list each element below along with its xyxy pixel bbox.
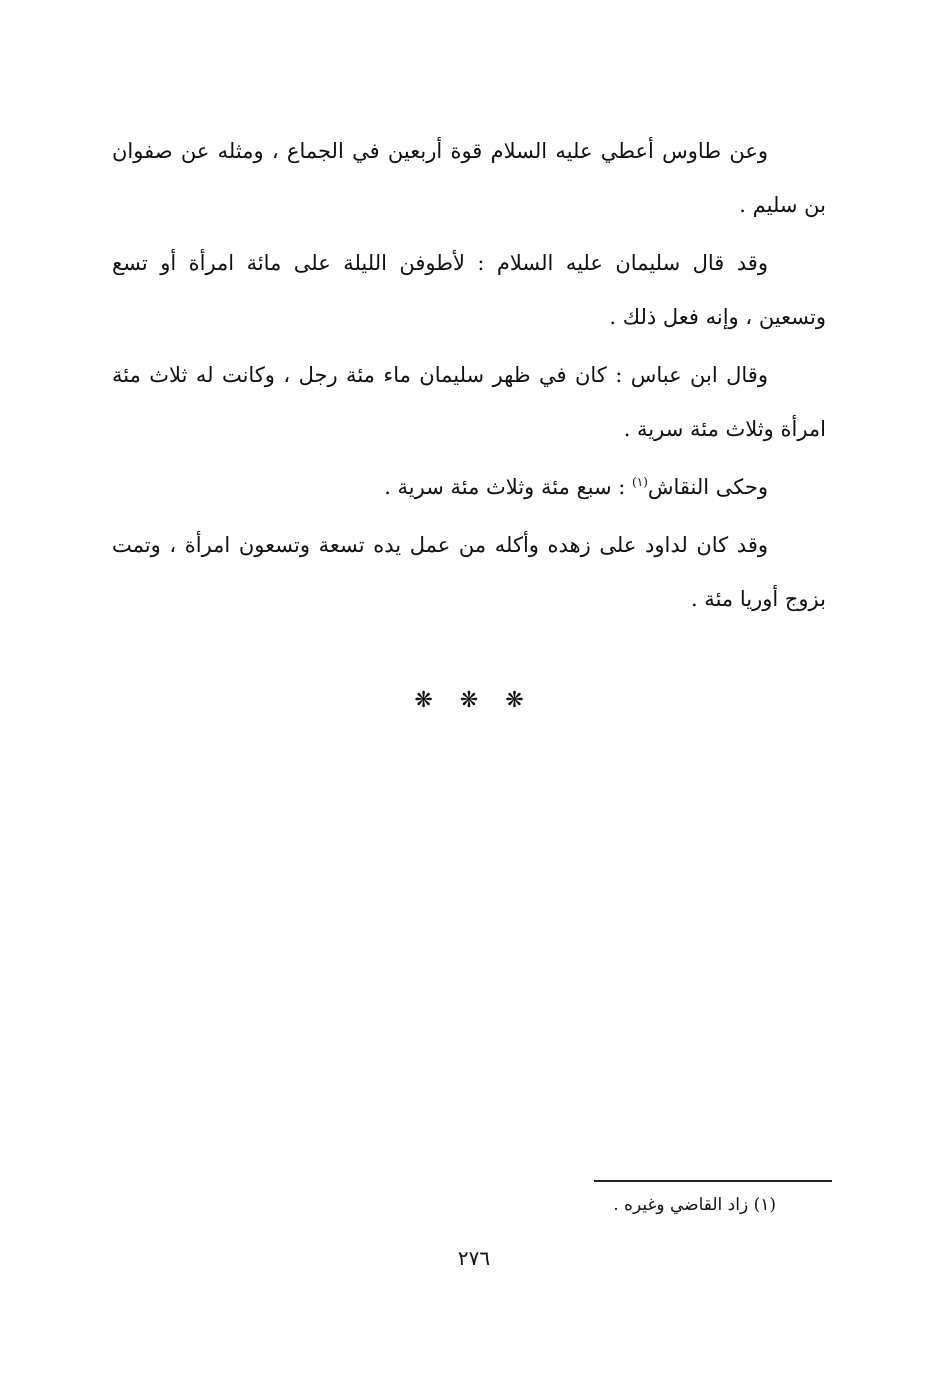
naqqash-text-after: : سبع مئة وثلاث مئة سرية . xyxy=(384,475,633,499)
page-number: ٢٧٦ xyxy=(457,1246,491,1270)
paragraph-tawus: وعن طاوس أعطي عليه السلام قوة أربعين في الجماع ، ومثله عن صفوان بن سليم . xyxy=(112,139,826,217)
main-text xyxy=(112,124,826,630)
paragraph-sulayman: وقد قال سليمان عليه السلام : لأطوفن الليلة على مائة امرأة أو تسع وتسعين ، وإنه فعل ذلك . xyxy=(112,251,826,329)
paragraph-naqqash xyxy=(112,460,826,514)
paragraph-ibn-abbas: وقال ابن عباس : كان في ظهر سليمان ماء مئة رجل ، وكانت له ثلاث مئة امرأة وثلاث مئة سرية . xyxy=(112,363,826,441)
footnote: (١) زاد القاضي وغيره . xyxy=(613,1195,776,1215)
naqqash-text-before: وحكى النقاش xyxy=(647,475,768,499)
section-separator: ❋ ❋ ❋ xyxy=(414,688,534,713)
footnote-divider xyxy=(594,1180,832,1182)
paragraph-dawud: وقد كان لداود على زهده وأكله من عمل يده تسعة وتسعون امرأة ، وتمت بزوج أوريا مئة . xyxy=(112,533,826,611)
footnote-reference: (١) xyxy=(632,475,648,489)
